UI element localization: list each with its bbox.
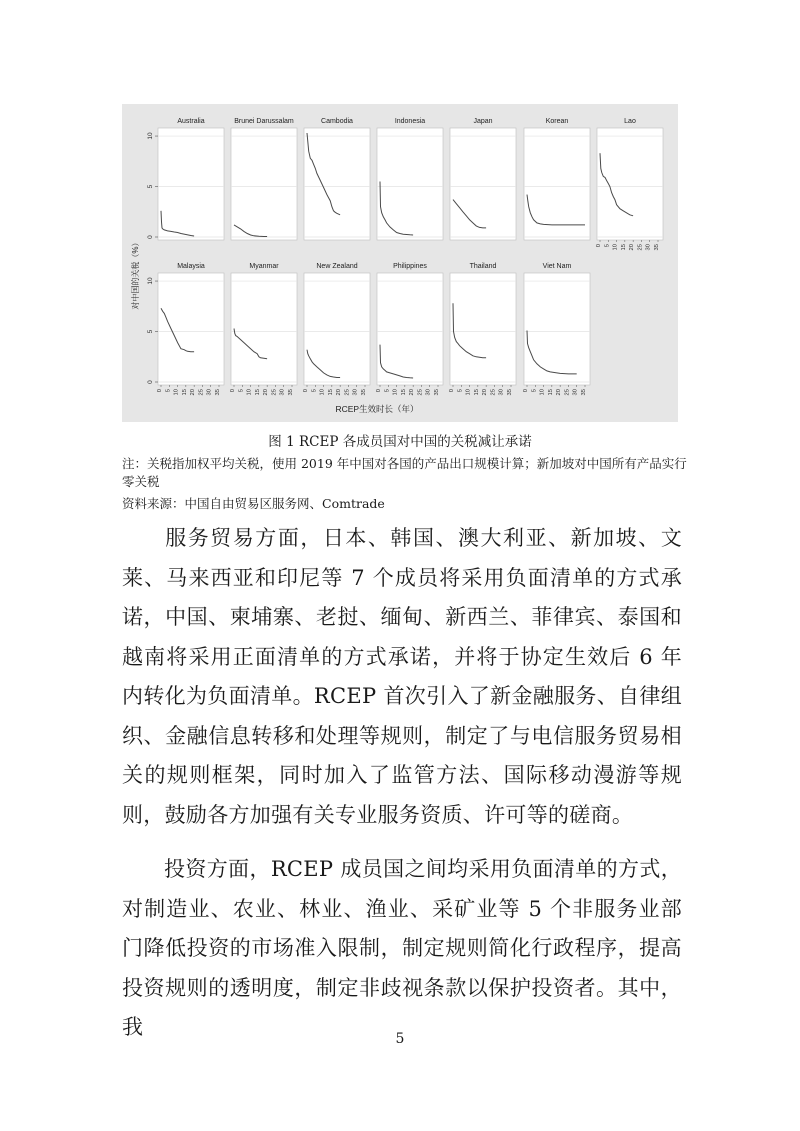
panel-title-indonesia: Indonesia [394, 118, 426, 125]
panel-title-myanmar: Myanmar [249, 263, 279, 270]
figure-note: 注：关税指加权平均关税，使用 2019 年中国对各国的产品出口规模计算；新加坡对中国所有产品实行零关税 [122, 456, 687, 489]
x-tick-label: 30 [498, 389, 505, 396]
x-tick-label: 10 [612, 244, 619, 251]
panel-title-lao: Lao [624, 118, 636, 125]
x-tick-label: 30 [352, 389, 359, 396]
paragraph-service-trade [122, 519, 682, 835]
x-tick-label: 20 [629, 243, 636, 251]
paragraph-service-trade-text: 服务贸易方面，日本、韩国、澳大利亚、新加坡、文莱、马来西亚和印尼等 7 个成员将采用负面清单的方式承诺，中国、柬埔寨、老挝、缅甸、新西兰、菲律宾、泰国和越南将采用正面清单的方式承诺，并将于协定生效后 6 年内转化为负面清单。RCEP 首次引入了新金融服务、自律组织、金融信息转移和处理等规则，制定了与电信服务贸易相关的规则框架，同时加入了监管方法、国际移动漫游等规则，鼓励各方加强有关专业服务资质、许可等的磋商。 [122, 526, 682, 827]
x-tick-label: 30 [279, 389, 286, 396]
x-tick-label: 35 [581, 389, 587, 396]
x-tick-label: 0 [230, 389, 236, 393]
x-tick-label: 10 [465, 389, 472, 396]
panel-brunei-darussalam [231, 128, 297, 240]
panel-malaysia [158, 273, 224, 385]
x-tick-label: 20 [409, 389, 416, 396]
x-tick-label: 25 [564, 389, 571, 396]
panel-thailand [450, 273, 516, 385]
x-tick-label: 30 [572, 389, 579, 396]
x-tick-label: 20 [263, 389, 270, 396]
x-tick-label: 35 [288, 389, 294, 396]
paragraph-investment-text: 投资方面，RCEP 成员国之间均采用负面清单的方式，对制造业、农业、林业、渔业、采矿业等 5 个非服务业部门降低投资的市场准入限制，制定规则简化行政程序，提高投资规则的透明度，制定非歧视条款以保护投资者。其中，我 [122, 857, 682, 1039]
y-tick-label: 5 [147, 329, 154, 334]
x-tick-label: 35 [361, 389, 367, 396]
x-tick-label: 5 [531, 389, 538, 393]
panel-title-cambodia: Cambodia [321, 118, 353, 125]
x-tick-label: 5 [457, 389, 464, 393]
x-tick-label: 20 [190, 389, 197, 396]
panel-title-korean: Korean [545, 118, 569, 125]
x-tick-label: 35 [434, 389, 440, 396]
figure-caption: 图 1 RCEP 各成员国对中国的关税减让承诺 [268, 434, 532, 450]
x-tick-label: 20 [482, 389, 489, 396]
chart-svg [122, 104, 678, 422]
x-tick-label: 20 [556, 389, 563, 396]
x-tick-label: 15 [547, 389, 554, 396]
x-tick-label: 0 [523, 389, 529, 393]
x-tick-label: 10 [392, 389, 399, 396]
panel-title-malaysia: Malaysia [177, 263, 205, 270]
x-tick-label: 15 [473, 389, 480, 396]
x-tick-label: 25 [490, 389, 497, 396]
x-tick-label: 10 [539, 389, 546, 396]
x-tick-label: 5 [238, 389, 245, 393]
panel-myanmar [231, 273, 297, 385]
x-tick-label: 15 [181, 389, 188, 396]
x-tick-label: 10 [319, 389, 326, 396]
x-tick-label: 35 [507, 389, 513, 396]
x-tick-label: 0 [449, 389, 455, 393]
panel-korean [524, 128, 590, 240]
panel-title-philippines: Philippines [393, 263, 427, 270]
x-tick-label: 25 [637, 244, 644, 251]
panel-title-brunei-darussalam: Brunei Darussalam [234, 118, 294, 125]
x-tick-label: 10 [246, 389, 253, 396]
x-tick-label: 5 [384, 389, 391, 393]
panel-cambodia [304, 128, 370, 240]
x-tick-label: 30 [425, 389, 432, 396]
panel-philippines [377, 273, 443, 385]
panel-lao [597, 128, 663, 240]
page-number: 5 [395, 1031, 405, 1047]
x-tick-label: 15 [327, 389, 334, 396]
x-tick-label: 20 [336, 389, 343, 396]
figure-source: 资料来源：中国自由贸易区服务网、Comtrade [122, 496, 385, 511]
y-tick-label: 0 [147, 235, 154, 239]
panel-viet-nam [524, 273, 590, 385]
panel-japan [450, 128, 516, 240]
y-tick-label: 10 [147, 277, 154, 285]
x-tick-label: 35 [654, 244, 660, 251]
x-tick-label: 5 [604, 244, 611, 248]
paragraph-investment [122, 850, 682, 1048]
x-tick-label: 0 [376, 389, 382, 393]
panel-australia [158, 128, 224, 240]
panel-new-zealand [304, 273, 370, 385]
x-tick-label: 30 [206, 389, 213, 396]
x-tick-label: 5 [311, 389, 318, 393]
x-tick-label: 30 [645, 244, 652, 251]
x-tick-label: 0 [303, 389, 309, 393]
x-tick-label: 10 [173, 389, 180, 396]
x-tick-label: 15 [400, 389, 407, 396]
x-tick-label: 25 [198, 389, 205, 396]
x-axis-title: RCEP生效时长（年） [335, 404, 419, 414]
panel-title-thailand: Thailand [469, 263, 497, 270]
y-axis-title: 对中国的关税（%） [131, 238, 140, 310]
panel-title-viet-nam: Viet Nam [542, 263, 572, 270]
x-tick-label: 15 [620, 244, 627, 251]
x-tick-label: 5 [165, 389, 172, 393]
y-tick-label: 5 [147, 184, 154, 189]
y-tick-label: 0 [147, 380, 154, 384]
tariff-small-multiples-figure [122, 104, 678, 422]
x-tick-label: 25 [271, 389, 278, 396]
x-tick-label: 0 [596, 244, 602, 248]
panel-title-new-zealand: New Zealand [316, 263, 358, 270]
panel-title-japan: Japan [473, 118, 493, 125]
panel-title-australia: Australia [177, 118, 205, 125]
x-tick-label: 25 [417, 389, 424, 396]
x-tick-label: 0 [157, 389, 163, 393]
x-tick-label: 35 [215, 389, 221, 396]
x-tick-label: 25 [344, 389, 351, 396]
y-tick-label: 10 [147, 132, 154, 140]
x-tick-label: 15 [254, 389, 261, 396]
